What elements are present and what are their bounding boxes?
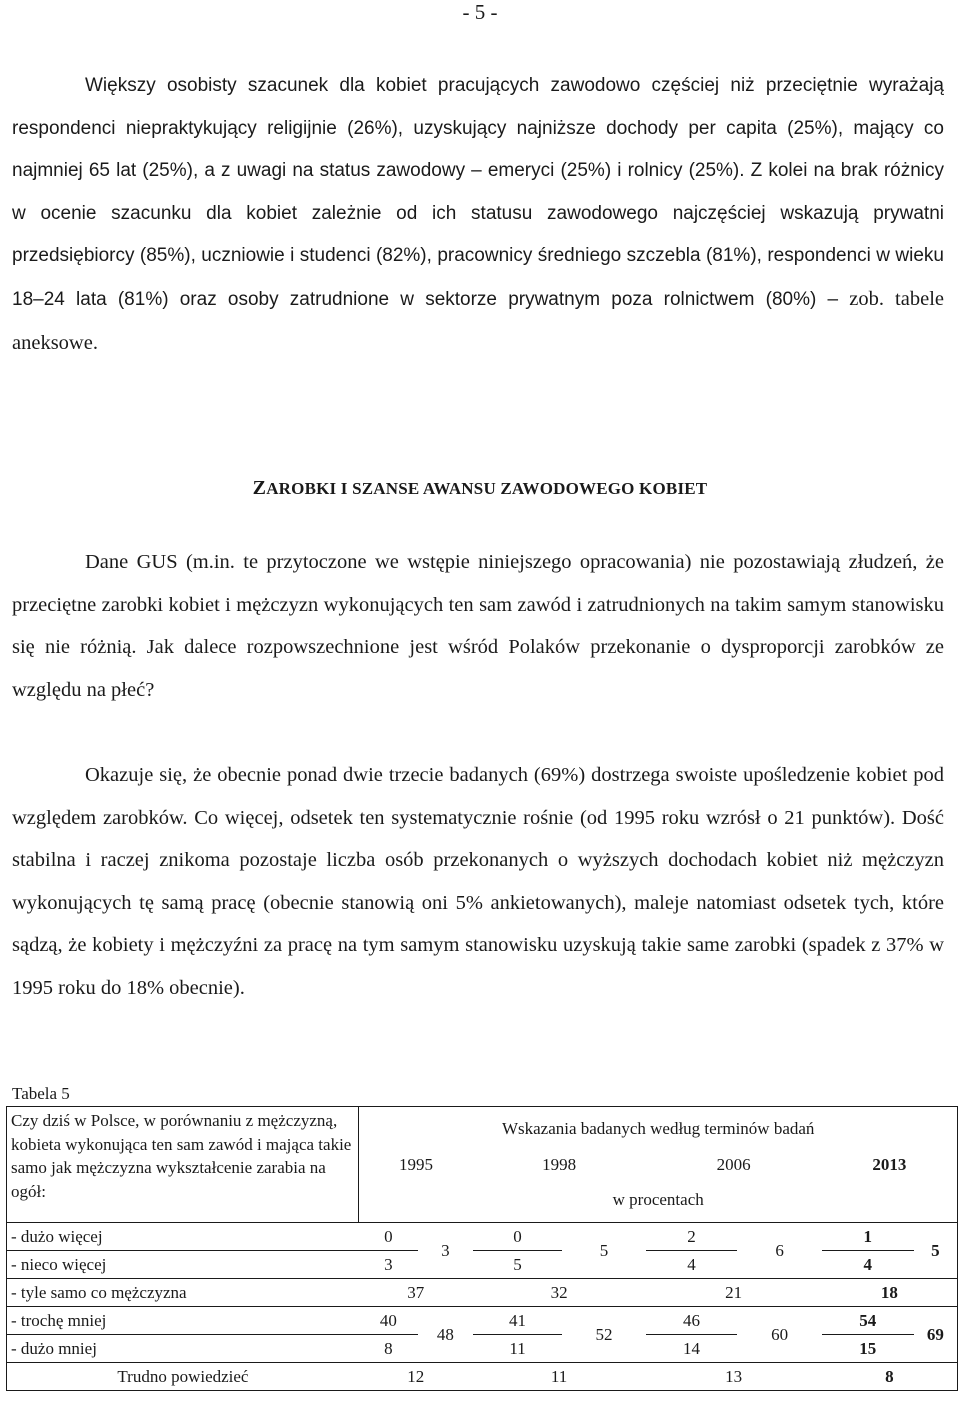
row-label: Trudno powiedzieć (7, 1363, 359, 1391)
cell: 11 (473, 1335, 563, 1363)
subtotal-more-1998: 5 (562, 1223, 645, 1279)
cell: 54 (822, 1307, 914, 1335)
subtotal-more-2013: 5 (914, 1223, 958, 1279)
cell: 2 (646, 1223, 738, 1251)
heading-first-letter: Z (252, 477, 267, 499)
cell: 4 (822, 1251, 914, 1279)
cell: 4 (646, 1251, 738, 1279)
cell: 8 (822, 1363, 958, 1391)
cell: 13 (646, 1363, 822, 1391)
table-row (7, 1223, 958, 1251)
cell: 46 (646, 1307, 738, 1335)
year-1998: 1998 (542, 1154, 577, 1174)
subtotal-more-2006: 6 (737, 1223, 821, 1279)
cell: 15 (822, 1335, 914, 1363)
page-number: - 5 - (462, 0, 498, 24)
paragraph-2 (12, 541, 944, 711)
cell: 41 (473, 1307, 563, 1335)
table-row (7, 1307, 958, 1335)
cell: 40 (359, 1307, 418, 1335)
table-question: Czy dziś w Polsce, w porównaniu z mężczyzną, kobieta wykonująca ten sam zawód i mająca takie samo jak mężczyzna wykształcenie zarabia na ogół: (7, 1107, 359, 1223)
cell: 37 (359, 1279, 473, 1307)
table-caption: Tabela 5 (12, 1084, 70, 1103)
cell: 0 (473, 1223, 563, 1251)
row-label: - tyle samo co mężczyzna (7, 1279, 359, 1307)
cell: 5 (473, 1251, 563, 1279)
subtotal-less-2006: 60 (737, 1307, 821, 1363)
cell: 3 (359, 1251, 418, 1279)
row-label: - nieco więcej (7, 1251, 359, 1279)
subtotal-less-1998: 52 (562, 1307, 645, 1363)
section-heading (0, 477, 960, 500)
cell: 12 (359, 1363, 473, 1391)
cell: 8 (359, 1335, 418, 1363)
cell: 14 (646, 1335, 738, 1363)
cell: 21 (646, 1279, 822, 1307)
paragraph-1-text: Większy osobisty szacunek dla kobiet pracujących zawodowo częściej niż przeciętnie wyrażają respondenci niepraktykujący religijnie (26%), uzyskujący najniższe dochody per capita (25%), mający co najmniej 65 lat (25%), a z uwagi na status zawodowy – emeryci (25%) i rolnicy (25%). Z kolei na brak różnicy w ocenie szacunku dla kobiet zależnie od ich statusu zawodowego najczęściej wskazują prywatni przedsiębiorcy (85%), uczniowie i studenci (82%), pracownicy średniego szczebla (81%), respondenci w wieku 18–24 lata (81%) oraz osoby zatrudnione w sektorze prywatnym poza rolnictwem (80%) – (12, 75, 944, 310)
table-unit: w procentach (359, 1178, 958, 1223)
row-label: - trochę mniej (7, 1307, 359, 1335)
paragraph-3 (12, 754, 944, 1010)
table-group-header: Wskazania badanych według terminów badań (359, 1107, 958, 1152)
year-2013: 2013 (822, 1151, 958, 1178)
subtotal-less-2013: 69 (914, 1307, 958, 1363)
row-label: - dużo mniej (7, 1335, 359, 1363)
paragraph-1-tail: zob. tabele aneksowe. (12, 287, 944, 354)
subtotal-more-1995: 3 (418, 1223, 473, 1279)
cell: 18 (822, 1279, 958, 1307)
cell: 11 (473, 1363, 646, 1391)
cell: 0 (359, 1223, 418, 1251)
paragraph-3-text: Okazuje się, że obecnie ponad dwie trzecie badanych (69%) dostrzega swoiste upośledzenie kobiet pod względem zarobków. Co więcej, odsetek ten systematycznie rośnie (od 1995 roku wzrósł o 21 punktów). Dość stabilna i raczej znikoma pozostaje liczba osób przekonanych o wyższych dochodach kobiet niż mężczyzn wykonujących tę samą pracę (obecnie stanowią oni 5% ankietowanych), maleje natomiast odsetek tych, które sądzą, że kobiety i mężczyźni za pracę na tym samym stanowisku uzyskują takie same zarobki (spadek z 37% w 1995 roku do 18% obecnie). (12, 764, 944, 999)
row-label: - dużo więcej (7, 1223, 359, 1251)
cell: 32 (473, 1279, 646, 1307)
paragraph-1 (12, 65, 944, 365)
survey-table (6, 1106, 958, 1391)
heading-rest: AROBKI I SZANSE AWANSU ZAWODOWEGO KOBIET (266, 479, 708, 498)
year-1995: 1995 (359, 1151, 473, 1178)
cell: 1 (822, 1223, 914, 1251)
paragraph-2-text: Dane GUS (m.in. te przytoczone we wstępie niniejszego opracowania) nie pozostawiają złudzeń, że przeciętne zarobki kobiet i mężczyzn wykonujących ten sam zawód i zatrudnionych na takim samym stanowisku się nie różnią. Jak dalece rozpowszechnione jest wśród Polaków przekonanie o dysproporcji zarobków ze względu na płeć? (12, 551, 944, 701)
table-row (7, 1363, 958, 1391)
subtotal-less-1995: 48 (418, 1307, 473, 1363)
year-2006: 2006 (716, 1154, 751, 1174)
table-row (7, 1279, 958, 1307)
